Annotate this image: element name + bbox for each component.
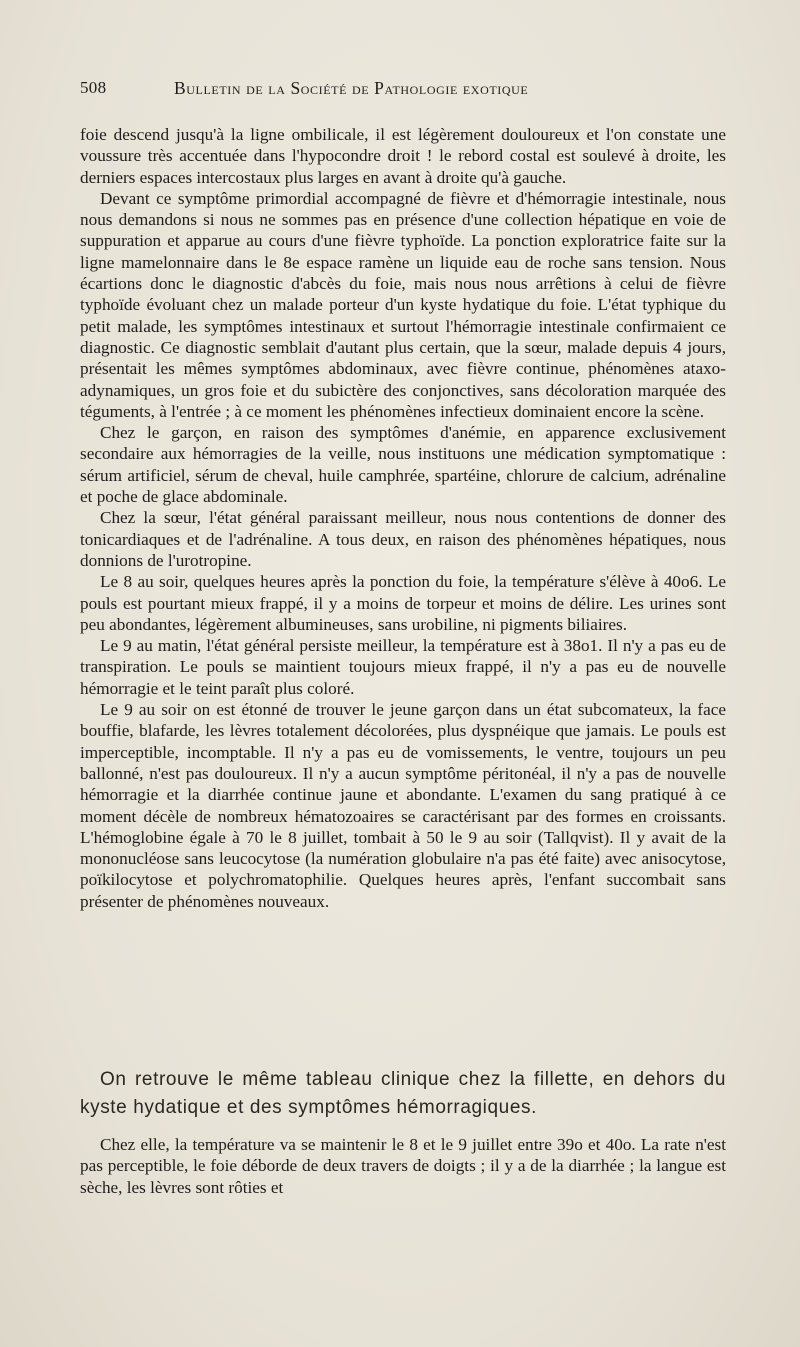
running-title: Bulletin de la Société de Pathologie exotique <box>174 78 529 98</box>
main-text <box>80 124 726 912</box>
paragraph-treatment-sister: Chez la sœur, l'état général paraissant meilleur, nous nous contentions de donner des tonicardiaques et de l'adrénaline. A tous deux, en raison des phénomènes hépatiques, nous donnions de l'urotropine. <box>80 508 726 570</box>
page-header <box>80 78 730 100</box>
paragraph-treatment-boy: Chez le garçon, en raison des symptômes d'anémie, en apparence exclusivement secondaire aux hémorragies de la veille, nous instituons une médication symptomatique : sérum artificiel, sérum de cheval, huile camphrée, spartéine, chlorure de calcium, adrénaline et poche de glace abdominale. <box>80 423 726 507</box>
paragraph-evening-8: Le 8 au soir, quelques heures après la ponction du foie, la température s'élève à 40o6. Le pouls est pourtant mieux frappé, il y a moins de torpeur et moins de délire. Les urines sont peu abondantes, légèrement albumineuses, sans urobiline, ni pigments biliaires. <box>80 572 726 634</box>
paragraph-evening-9: Le 9 au soir on est étonné de trouver le jeune garçon dans un état subcomateux, la face bouffie, blafarde, les lèvres totalement décolorées, plus dyspnéique que jamais. Le pouls est imperceptible, incomptable. Il n'y a pas eu de vomissements, le ventre, toujours un peu ballonné, n'est pas douloureux. Il n'y a aucun symptôme péritonéal, il n'y a pas de nouvelle hémorragie et la diarrhée continue jaune et abondante. L'examen du sang pratiqué à ce moment décèle de nombreux hématozoaires se caractérisant par des formes en croissants. L'hémoglobine égale à 70 le 8 juillet, tombait à 50 le 9 au soir (Tallqvist). Il y avait de la mononucléose sans leucocytose (la numération globulaire n'a pas été faite) avec anisocytose, poïkilocytose et polychromatophilie. Quelques heures après, l'enfant succombait sans présenter de phénomènes nouveaux. <box>80 700 726 911</box>
section-subheading: On retrouve le même tableau clinique chez la fillette, en dehors du kyste hydatique et des symptômes hémorragiques. <box>80 1069 726 1118</box>
paragraph-girl: Chez elle, la température va se maintenir le 8 et le 9 juillet entre 39o et 40o. La rate n'est pas perceptible, le foie déborde de deux travers de doigts ; il y a de la diarrhée ; la langue est sèche, les lèvres sont rôties et <box>80 1135 726 1197</box>
paragraph-diagnosis: Devant ce symptôme primordial accompagné de fièvre et d'hémorragie intestinale, nous nous demandons si nous ne sommes pas en présence d'une collection hépatique en voie de suppuration et apparue au cours d'une fièvre typhoïde. La ponction exploratrice faite sur la ligne mamelonnaire dans le 8e espace ramène un liquide eau de roche sans tension. Nous écartions donc le diagnostic d'abcès du foie, mais nous nous arrêtions à celui de fièvre typhoïde évoluant chez un malade porteur d'un kyste hydatique du foie. L'état typhique du petit malade, les symptômes intestinaux et surtout l'hémorragie intestinale confirmaient ce diagnostic. Ce diagnostic semblait d'autant plus certain, que la sœur, malade depuis 4 jours, présentait les mêmes symptômes abdominaux, avec fièvre continue, phénomènes ataxo-adynamiques, un gros foie et du subictère des conjonctives, sans décoloration marquée des téguments, à l'entrée ; à ce moment les phénomènes infectieux dominaient encore la scène. <box>80 188 726 421</box>
paragraph-continuation: foie descend jusqu'à la ligne ombilicale, il est légèrement douloureux et l'on constate une voussure très accentuée dans l'hypocondre droit ! le rebord costal est soulevé à droite, les derniers espaces intercostaux plus larges en avant à droite qu'à gauche. <box>80 125 726 187</box>
page-number: 508 <box>80 78 107 97</box>
paragraph-morning-9: Le 9 au matin, l'état général persiste meilleur, la température est à 38o1. Il n'y a pas eu de transpiration. Le pouls se maintient toujours mieux frappé, il n'y a pas eu de nouvelle hémorragie et le teint paraît plus coloré. <box>80 636 726 698</box>
